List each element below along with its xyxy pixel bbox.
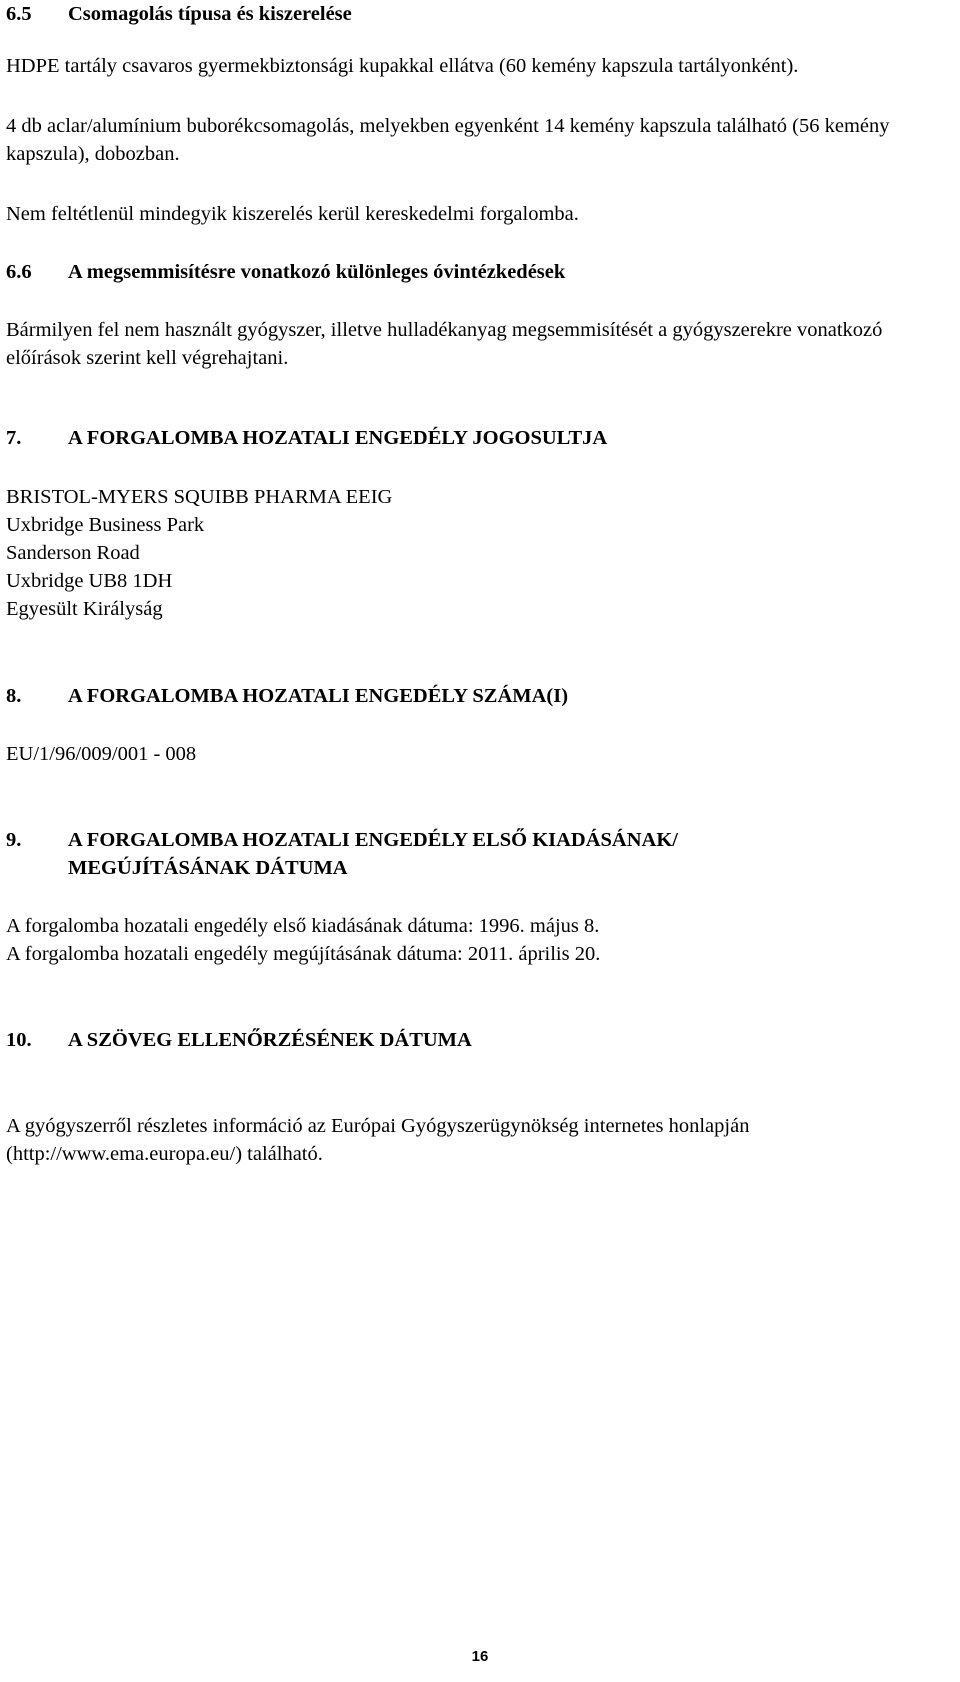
section-number: 10. bbox=[6, 1029, 32, 1051]
disposal-paragraph: Bármilyen fel nem használt gyógyszer, illetve hulladékanyag megsemmisítését a gyógyszerekre vonatkozó előírások szerint kell végrehajtani. bbox=[6, 319, 883, 369]
renewal-date: A forgalomba hozatali engedély megújításának dátuma: 2011. április 20. bbox=[6, 943, 601, 965]
section-title: Csomagolás típusa és kiszerelése bbox=[68, 3, 352, 25]
section-8-heading bbox=[6, 682, 950, 710]
section-title: A megsemmisítésre vonatkozó különleges óvintézkedések bbox=[68, 261, 566, 283]
ema-info-paragraph: A gyógyszerről részletes információ az Európai Gyógyszerügynökség internetes honlapján (http://www.ema.europa.eu/) található. bbox=[6, 1115, 750, 1165]
authorisation-dates bbox=[6, 912, 950, 968]
section-title: A FORGALOMBA HOZATALI ENGEDÉLY SZÁMA(I) bbox=[68, 685, 569, 707]
section-6-6-heading bbox=[6, 258, 950, 286]
section-title: A SZÖVEG ELLENŐRZÉSÉNEK DÁTUMA bbox=[68, 1029, 472, 1051]
section-number: 8. bbox=[6, 685, 22, 707]
section-number: 6.6 bbox=[6, 261, 32, 283]
holder-address bbox=[6, 483, 950, 623]
address-line: BRISTOL-MYERS SQUIBB PHARMA EEIG bbox=[6, 486, 393, 508]
address-line: Egyesült Királyság bbox=[6, 598, 163, 620]
packaging-paragraph-3: Nem feltétlenül mindegyik kiszerelés kerül kereskedelmi forgalomba. bbox=[6, 203, 579, 225]
section-title: A FORGALOMBA HOZATALI ENGEDÉLY JOGOSULTJA bbox=[68, 427, 608, 449]
section-9-heading bbox=[6, 826, 826, 882]
address-line: Uxbridge UB8 1DH bbox=[6, 570, 173, 592]
section-6-5-heading bbox=[6, 0, 352, 28]
first-authorisation-date: A forgalomba hozatali engedély első kiadásának dátuma: 1996. május 8. bbox=[6, 915, 600, 937]
page-number: 16 bbox=[471, 1648, 489, 1665]
section-number: 7. bbox=[6, 427, 22, 449]
section-10-heading bbox=[6, 1026, 950, 1054]
address-line: Uxbridge Business Park bbox=[6, 514, 205, 536]
packaging-paragraph-2: 4 db aclar/alumínium buborékcsomagolás, melyekben egyenként 14 kemény kapszula található (56 kemény kapszula), dobozban. bbox=[6, 115, 890, 165]
section-title: A FORGALOMBA HOZATALI ENGEDÉLY ELSŐ KIADÁSÁNAK/ MEGÚJÍTÁSÁNAK DÁTUMA bbox=[68, 829, 678, 879]
section-number: 9. bbox=[6, 829, 22, 851]
packaging-paragraph-1: HDPE tartály csavaros gyermekbiztonsági kupakkal ellátva (60 kemény kapszula tartályonként). bbox=[6, 55, 799, 77]
authorisation-number: EU/1/96/009/001 - 008 bbox=[6, 743, 197, 765]
section-7-heading bbox=[6, 424, 950, 452]
address-line: Sanderson Road bbox=[6, 542, 140, 564]
section-number: 6.5 bbox=[6, 3, 32, 25]
